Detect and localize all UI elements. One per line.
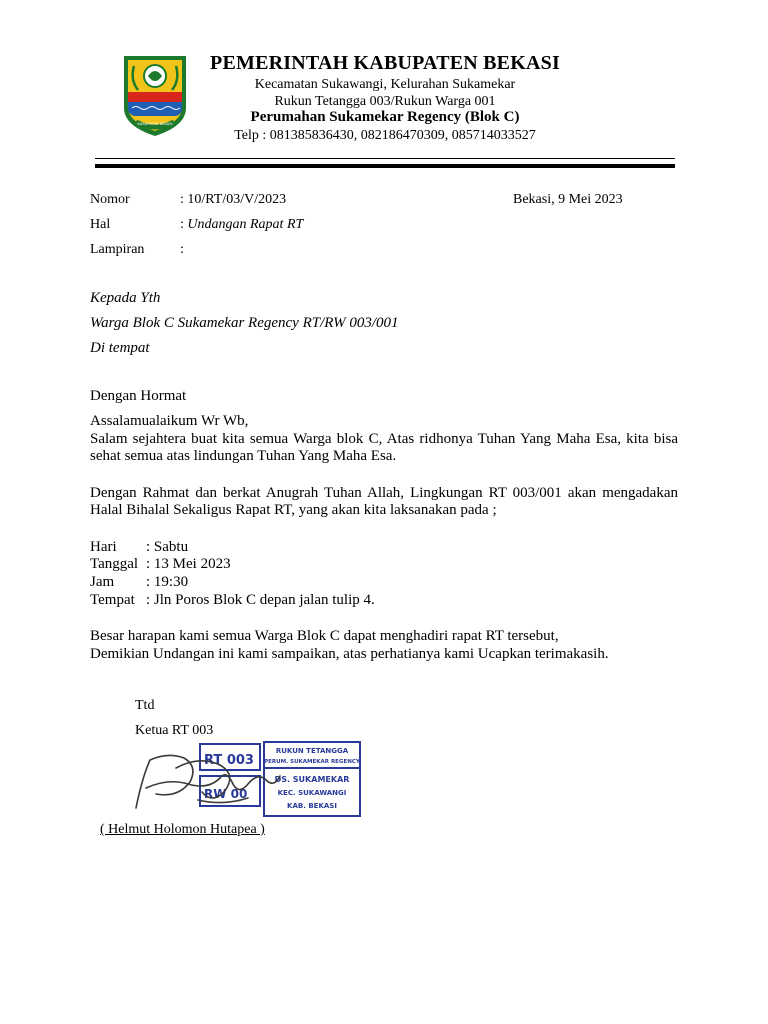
greeting: Dengan Hormat: [90, 388, 187, 404]
stamp-rw: RW 00: [204, 787, 248, 801]
logo-text: KABUPATEN BEKASI: [137, 122, 173, 126]
detail-value-tanggal: : 13 Mei 2023: [146, 556, 231, 572]
recipient-line-3: Di tempat: [90, 340, 150, 356]
letter-date: Bekasi, 9 Mei 2023: [513, 192, 623, 207]
recipient-line-2: Warga Blok C Sukamekar Regency RT/RW 003/001: [90, 315, 399, 331]
hal-value: Undangan Rapat RT: [187, 217, 304, 232]
closing-line-1: Besar harapan kami semua Warga Blok C dapat menghadiri rapat RT tersebut,: [90, 628, 559, 644]
salam: Assalamualaikum Wr Wb,: [90, 413, 249, 429]
detail-value-jam: : 19:30: [146, 574, 189, 590]
detail-value-tempat: : Jln Poros Blok C depan jalan tulip 4.: [146, 592, 375, 608]
detail-label-tempat: Tempat: [90, 592, 135, 608]
hal-label: Hal: [90, 217, 111, 232]
letterhead-phone: Telp : 081385836430, 082186470309, 085714033527: [234, 128, 536, 143]
handwritten-signature: [128, 748, 288, 812]
detail-label-tanggal: Tanggal: [90, 556, 139, 572]
closing-line-2: Demikian Undangan ini kami sampaikan, atas perhatianya kami Ucapkan terimakasih.: [90, 646, 609, 662]
stamp-line-1: RUKUN TETANGGA: [275, 747, 349, 755]
hal-field: [180, 217, 303, 233]
ttd-label: Ttd: [135, 698, 155, 713]
paragraph-2: Dengan Rahmat dan berkat Anugrah Tuhan Allah, Lingkungan RT 003/001 akan mengadakan Halal Bihalal Sekaligus Rapat RT, yang akan kita laksanakan pada ;: [90, 485, 678, 518]
detail-label-hari: Hari: [90, 539, 117, 555]
header-rule-thick: [95, 164, 675, 168]
paragraph-1: Salam sejahtera buat kita semua Warga blok C, Atas ridhonya Tuhan Yang Maha Esa, kita bisa sehat semua atas lindungan Tuhan Yang Maha Esa.: [90, 431, 678, 464]
letterhead-housing: Perumahan Sukamekar Regency (Blok C): [250, 109, 520, 125]
stamp-line-5: KAB. BEKASI: [287, 802, 337, 810]
nomor-label: Nomor: [90, 192, 130, 207]
hal-colon: :: [180, 217, 188, 232]
stamp-line-3: DS. SUKAMEKAR: [274, 775, 350, 784]
letterhead-rt-rw: Rukun Tetangga 003/Rukun Warga 001: [274, 94, 496, 109]
recipient-line-1: Kepada Yth: [90, 290, 161, 306]
letterhead-title: PEMERINTAH KABUPATEN BEKASI: [210, 52, 560, 74]
stamp-line-4: KEC. SUKAWANGI: [277, 789, 347, 797]
stamp-line-2: PERUM. SUKAMEKAR REGENCY: [264, 759, 360, 765]
regency-logo: [118, 52, 192, 138]
letterhead-district: Kecamatan Sukawangi, Kelurahan Sukamekar: [254, 77, 516, 92]
nomor-value: : 10/RT/03/V/2023: [180, 192, 287, 207]
stamp-rt: RT 003: [204, 753, 254, 768]
lampiran-label: Lampiran: [90, 242, 145, 257]
signer-role: Ketua RT 003: [135, 723, 214, 738]
detail-value-hari: : Sabtu: [146, 539, 189, 555]
signer-name: ( Helmut Holomon Hutapea ): [100, 822, 265, 837]
header-rule-thin: [95, 158, 675, 159]
detail-label-jam: Jam: [90, 574, 115, 590]
lampiran-value: :: [180, 242, 184, 257]
